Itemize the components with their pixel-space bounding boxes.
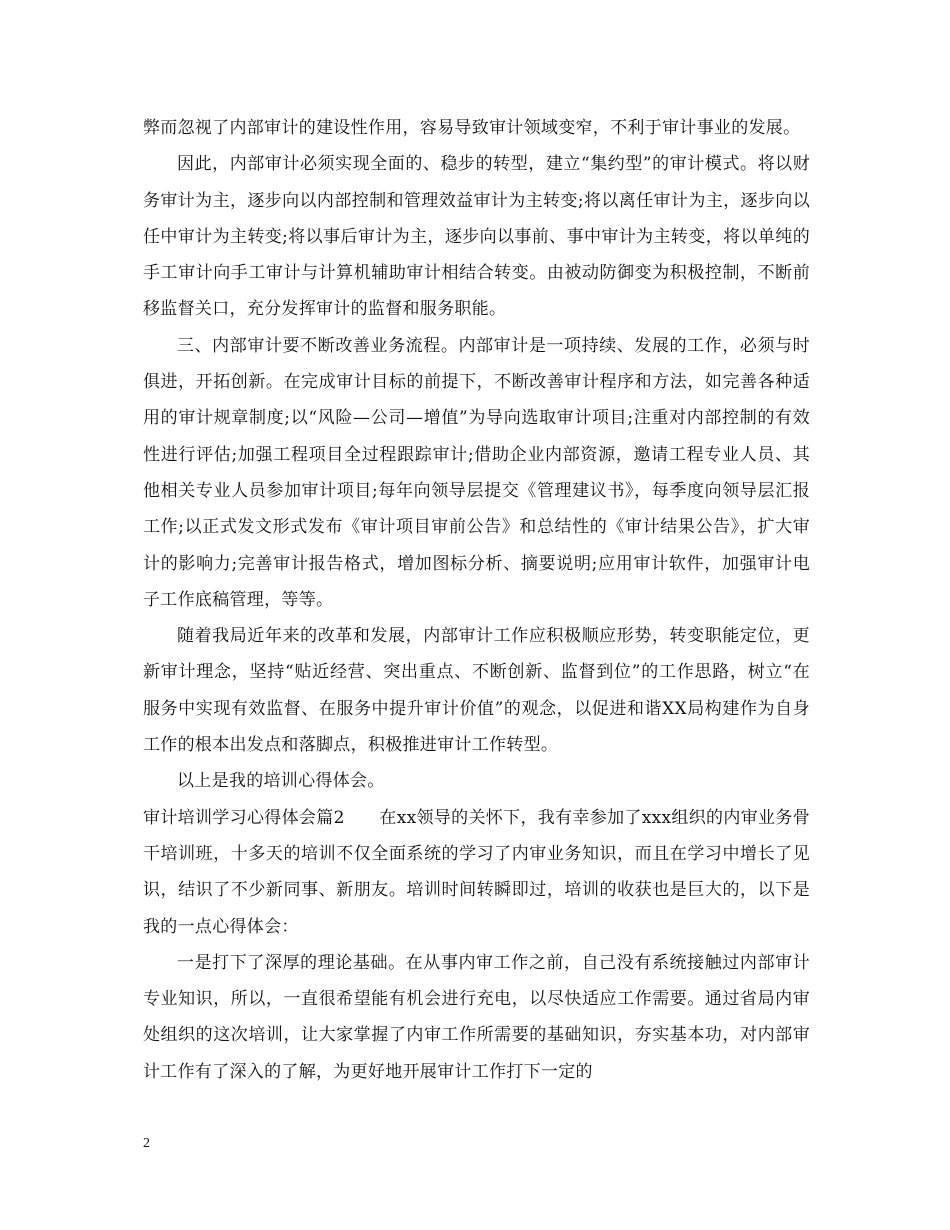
document-page (143, 110, 810, 1090)
body-paragraph-4: 随着我局近年来的改革和发展，内部审计工作应积极顺应形势，转变职能定位，更新审计理念，坚持“贴近经营、突出重点、不断创新、监督到位”的工作思路，树立“在服务中实现有效监督、在服务中提升审计价值”的观念，以促进和谐XX局构建作为自身工作的根本出发点和落脚点，积极推进审计工作转型。 (143, 626, 810, 756)
body-paragraph-2: 因此，内部审计必须实现全面的、稳步的转型，建立“集约型”的审计模式。将以财务审计为主，逐步向以内部控制和管理效益审计为主转变;将以离任审计为主，逐步向以任中审计为主转变;将以事后审计为主，逐步向以事前、事中审计为主转变，将以单纯的手工审计向手工审计与计算机辅助审计相结合转变。由被动防御变为积极控制，不断前移监督关口，充分发挥审计的监督和服务职能。 (143, 154, 810, 320)
page-number: 2 (143, 1136, 150, 1151)
body-paragraph-1: 弊而忽视了内部审计的建设性作用，容易导致审计领域变窄，不利于审计事业的发展。 (143, 118, 801, 138)
body-paragraph-3: 三、内部审计要不断改善业务流程。内部审计是一项持续、发展的工作，必须与时俱进，开拓创新。在完成审计目标的前提下，不断改善审计程序和方法，如完善各种适用的审计规章制度;以“风险—公司—增值”为导向选取审计项目;注重对内部控制的有效性进行评估;加强工程项目全过程跟踪审计;借助企业内部资源，邀请工程专业人员、其他相关专业人员参加审计项目;每年向领导层提交《管理建议书》，每季度向领导层汇报工作;以正式发文形式发布《审计项目审前公告》和总结性的《审计结果公告》，扩大审计的影响力;完善审计报告格式，增加图标分析、摘要说明;应用审计软件，加强审计电子工作底稿管理，等等。 (143, 335, 810, 610)
body-paragraph-5: 以上是我的培训心得体会。 (177, 771, 385, 792)
section-heading-paragraph: 审计培训学习心得体会篇2 在xx领导的关怀下，我有幸参加了xxx组织的内审业务骨干培训班，十多天的培训不仅全面系统的学习了内审业务知识，而且在学习中增长了见识，结识了不少新同事、新朋友。培训时间转瞬即过，培训的收获也是巨大的，以下是我的一点心得体会： (143, 807, 810, 937)
body-paragraph-7: 一是打下了深厚的理论基础。在从事内审工作之前，自己没有系统接触过内部审计专业知识，所以，一直很希望能有机会进行充电，以尽快适应工作需要。通过省局内审处组织的这次培训，让大家掌握了内审工作所需要的基础知识，夯实基本功，对内部审计工作有了深入的了解，为更好地开展审计工作打下一定的 (143, 952, 810, 1082)
